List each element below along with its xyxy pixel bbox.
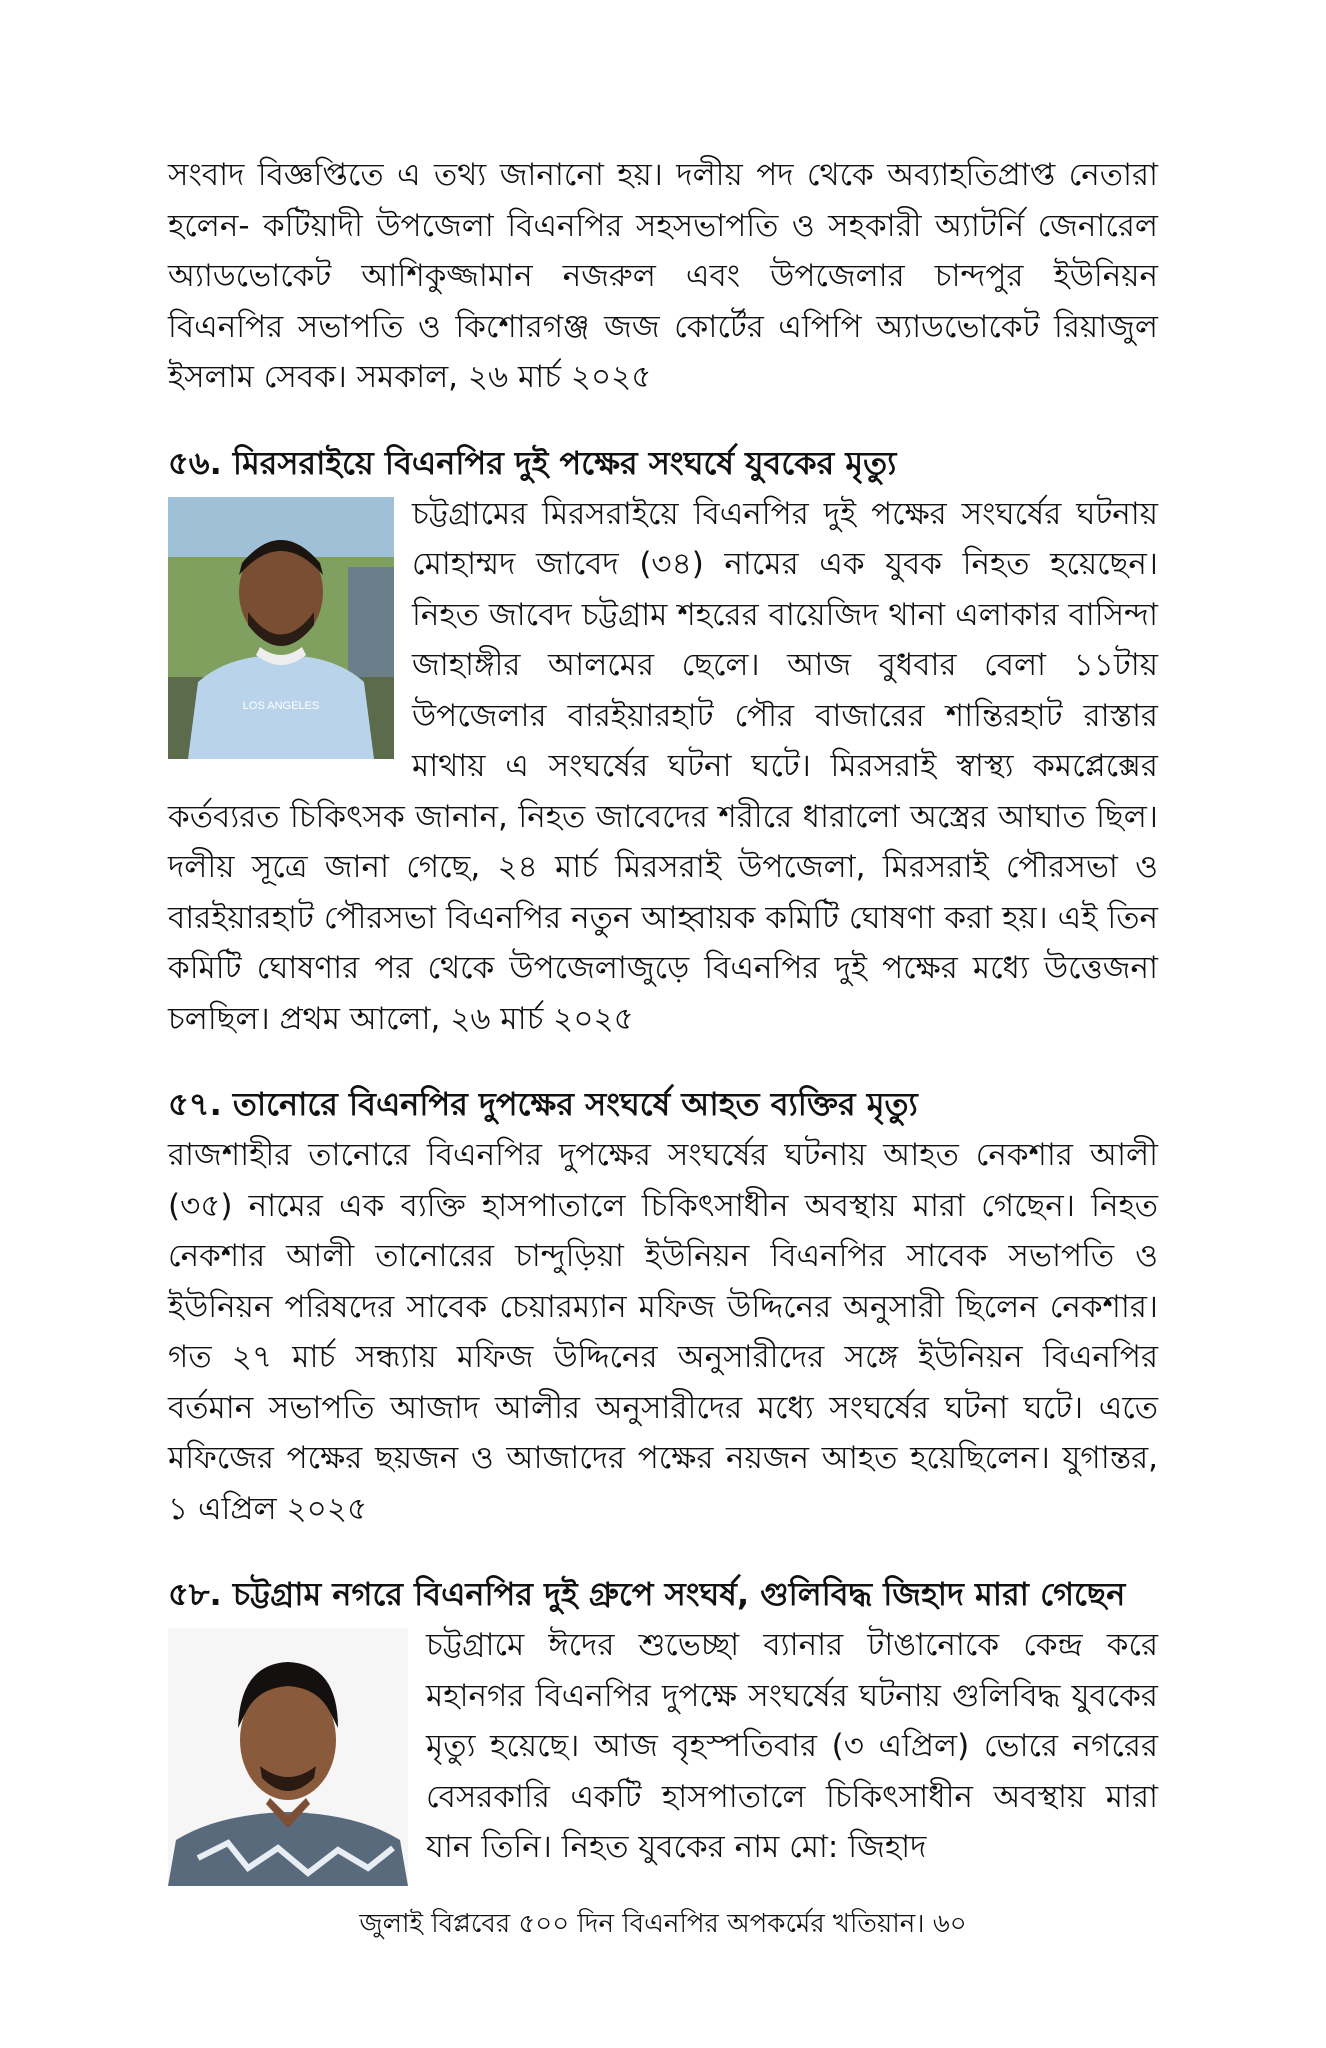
photo-jihad [168, 1628, 408, 1886]
portrait-image [168, 497, 394, 759]
page-content [168, 150, 1158, 1892]
intro-paragraph: সংবাদ বিজ্ঞপ্তিতে এ তথ্য জানানো হয়। দলীয় পদ থেকে অব্যাহতিপ্রাপ্ত নেতারা হলেন- কটিয়াদী উপজেলা বিএনপির সহসভাপতি ও সহকারী অ্যাটর্নি জেনারেল অ্যাডভোকেট আশিকুজ্জামান নজরুল এবং উপজেলার চান্দপুর ইউনিয়ন বিএনপির সভাপতি ও কিশোরগঞ্জ জজ কোর্টের এপিপি অ্যাডভোকেট রিয়াজুল ইসলাম সেবক। সমকাল, ২৬ মার্চ ২০২৫ [168, 157, 1158, 395]
photo-javed [168, 497, 394, 759]
section-58 [168, 1570, 1158, 1873]
section-heading: ৫৭. তানোরে বিএনপির দুপক্ষের সংঘর্ষে আহত ব্যক্তির মৃত্যু [168, 1085, 918, 1123]
shirt-print: LOS ANGELES [242, 699, 320, 712]
portrait-image [168, 1628, 408, 1886]
section-body: চট্টগ্রামের মিরসরাইয়ে বিএনপির দুই পক্ষের সংঘর্ষের ঘটনায় মোহাম্মদ জাবেদ (৩৪) নামের এক যুবক নিহত হয়েছেন। নিহত জাবেদ চট্টগ্রাম শহরের বায়েজিদ থানা এলাকার বাসিন্দা জাহাঙ্গীর আলমের ছেলে। আজ বুধবার বেলা ১১টায় উপজেলার বারইয়ারহাট পৌর বাজারের শান্তিরহাট রাস্তার মাথায় এ সংঘর্ষের ঘটনা ঘটে। মিরসরাই স্বাস্থ্য কমপ্লেক্সের কর্তব্যরত চিকিৎসক জানান, নিহত জাবেদের শরীরে ধারালো অস্ত্রের আঘাত ছিল। দলীয় সূত্রে জানা গেছে, ২৪ মার্চ মিরসরাই উপজেলা, মিরসরাই পৌরসভা ও বারইয়ারহাট পৌরসভা বিএনপির নতুন আহ্বায়ক কমিটি ঘোষণা করা হয়। এই তিন কমিটি ঘোষণার পর থেকে উপজেলাজুড়ে বিএনপির দুই পক্ষের মধ্যে উত্তেজনা চলছিল। প্রথম আলো, ২৬ মার্চ ২০২৫ [168, 495, 1158, 1037]
section-56 [168, 439, 1158, 1045]
section-body: রাজশাহীর তানোরে বিএনপির দুপক্ষের সংঘর্ষের ঘটনায় আহত নেকশার আলী (৩৫) নামের এক ব্যক্তি হাসপাতালে চিকিৎসাধীন অবস্থায় মারা গেছেন। নিহত নেকশার আলী তানোরের চান্দুড়িয়া ইউনিয়ন বিএনপির সাবেক সভাপতি ও ইউনিয়ন পরিষদের সাবেক চেয়ারম্যান মফিজ উদ্দিনের অনুসারী ছিলেন নেকশার। গত ২৭ মার্চ সন্ধ্যায় মফিজ উদ্দিনের অনুসারীদের সঙ্গে ইউনিয়ন বিএনপির বর্তমান সভাপতি আজাদ আলীর অনুসারীদের মধ্যে সংঘর্ষের ঘটনা ঘটে। এতে মফিজের পক্ষের ছয়জন ও আজাদের পক্ষের নয়জন আহত হয়েছিলেন। যুগান্তর, ১ এপ্রিল ২০২৫ [168, 1137, 1158, 1527]
section-body: চট্টগ্রামে ঈদের শুভেচ্ছা ব্যানার টাঙানোকে কেন্দ্র করে মহানগর বিএনপির দুপক্ষে সংঘর্ষের ঘটনায় গুলিবিদ্ধ যুবকের মৃত্যু হয়েছে। আজ বৃহস্পতিবার (৩ এপ্রিল) ভোরে নগরের বেসরকারি একটি হাসপাতালে চিকিৎসাধীন অবস্থায় মারা যান তিনি। নিহত যুবকের নাম মো: জিহাদ [426, 1627, 1158, 1865]
section-heading: ৫৬. মিরসরাইয়ে বিএনপির দুই পক্ষের সংঘর্ষে যুবকের মৃত্যু [168, 443, 897, 482]
page-footer: জুলাই বিপ্লবের ৫০০ দিন বিএনপির অপকর্মের খতিয়ান। ৬০ [359, 1909, 967, 1939]
section-heading: ৫৮. চট্টগ্রাম নগরে বিএনপির দুই গ্রুপে সংঘর্ষ, গুলিবিদ্ধ জিহাদ মারা গেছেন [168, 1575, 1126, 1613]
section-57 [168, 1080, 1158, 1534]
